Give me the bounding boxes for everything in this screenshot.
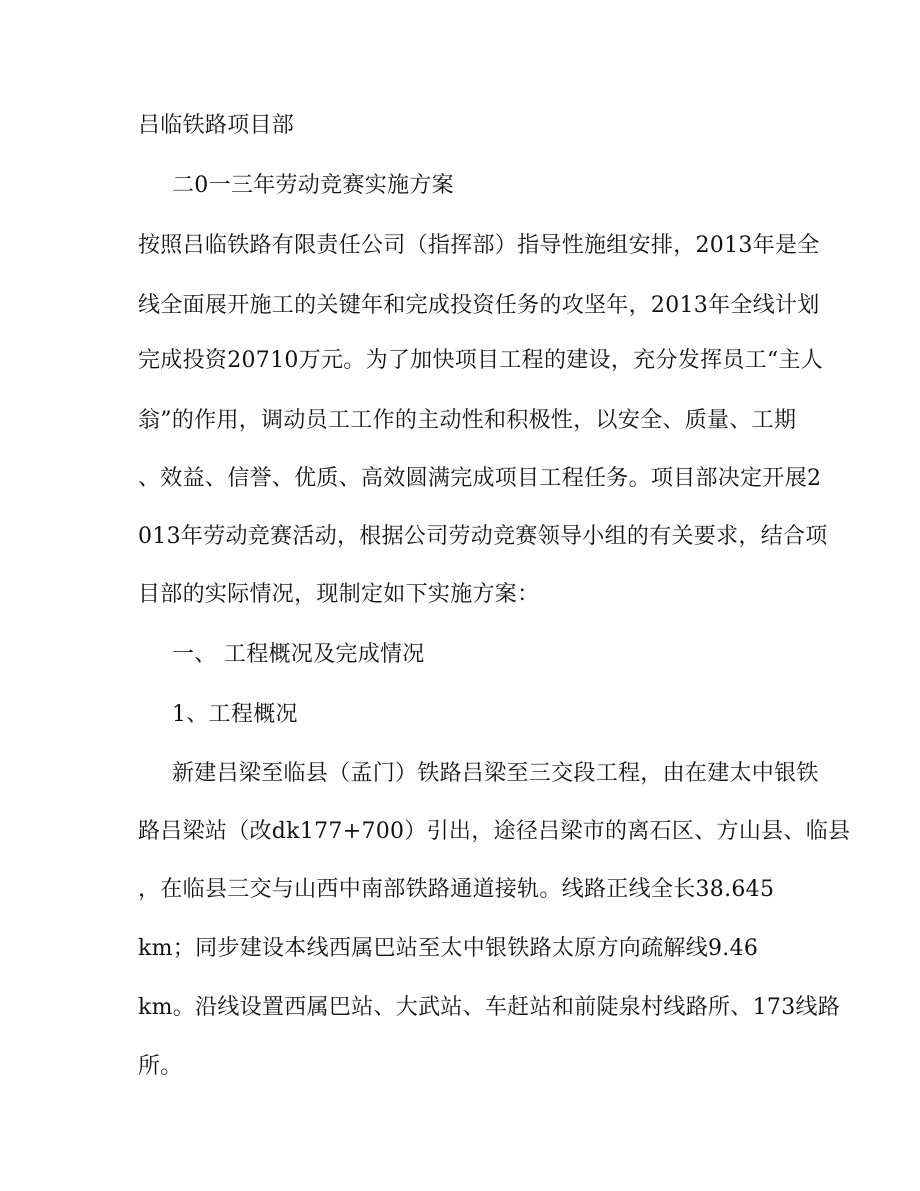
overview-line: 所。 (138, 1054, 183, 1079)
intro-line: 013年劳动竞赛活动，根据公司劳动竞赛领导小组的有关要求，结合项 (138, 524, 828, 549)
overview-line: ，在临县三交与山西中南部铁路通道接轨。线路正线全长38.645 (138, 877, 775, 902)
intro-line: 目部的实际情况，现制定如下实施方案： (138, 582, 540, 607)
subsection-heading: 1、工程概况 (172, 702, 298, 727)
intro-line: 翁”的作用，调动员工工作的主动性和积极性，以安全、质量、工期 (138, 408, 797, 433)
overview-line: 路吕梁站（改dk177+700）引出，途径吕梁市的离石区、方山县、临县 (138, 819, 851, 844)
intro-line: 按照吕临铁路有限责任公司（指挥部）指导性施组安排，2013年是全 (138, 233, 820, 258)
plan-title: 二0一三年劳动竞赛实施方案 (172, 173, 454, 198)
intro-line: 完成投资20710万元。为了加快项目工程的建设，充分发挥员工“主人 (138, 348, 824, 373)
overview-line: 新建吕梁至临县（孟门）铁路吕梁至三交段工程，由在建太中银铁 (172, 761, 819, 786)
overview-line: km。沿线设置西属巴站、大武站、车赶站和前陡泉村线路所、173线路 (138, 995, 841, 1020)
org-title: 吕临铁路项目部 (138, 113, 295, 138)
section-heading: 一、 工程概况及完成情况 (172, 642, 425, 667)
overview-line: km；同步建设本线西属巴站至太中银铁路太原方向疏解线9.46 (138, 936, 759, 961)
intro-line: 线全面展开施工的关键年和完成投资任务的攻坚年，2013年全线计划 (138, 293, 820, 318)
intro-line: 、效益、信誉、优质、高效圆满完成项目工程任务。项目部决定开展2 (138, 466, 822, 491)
